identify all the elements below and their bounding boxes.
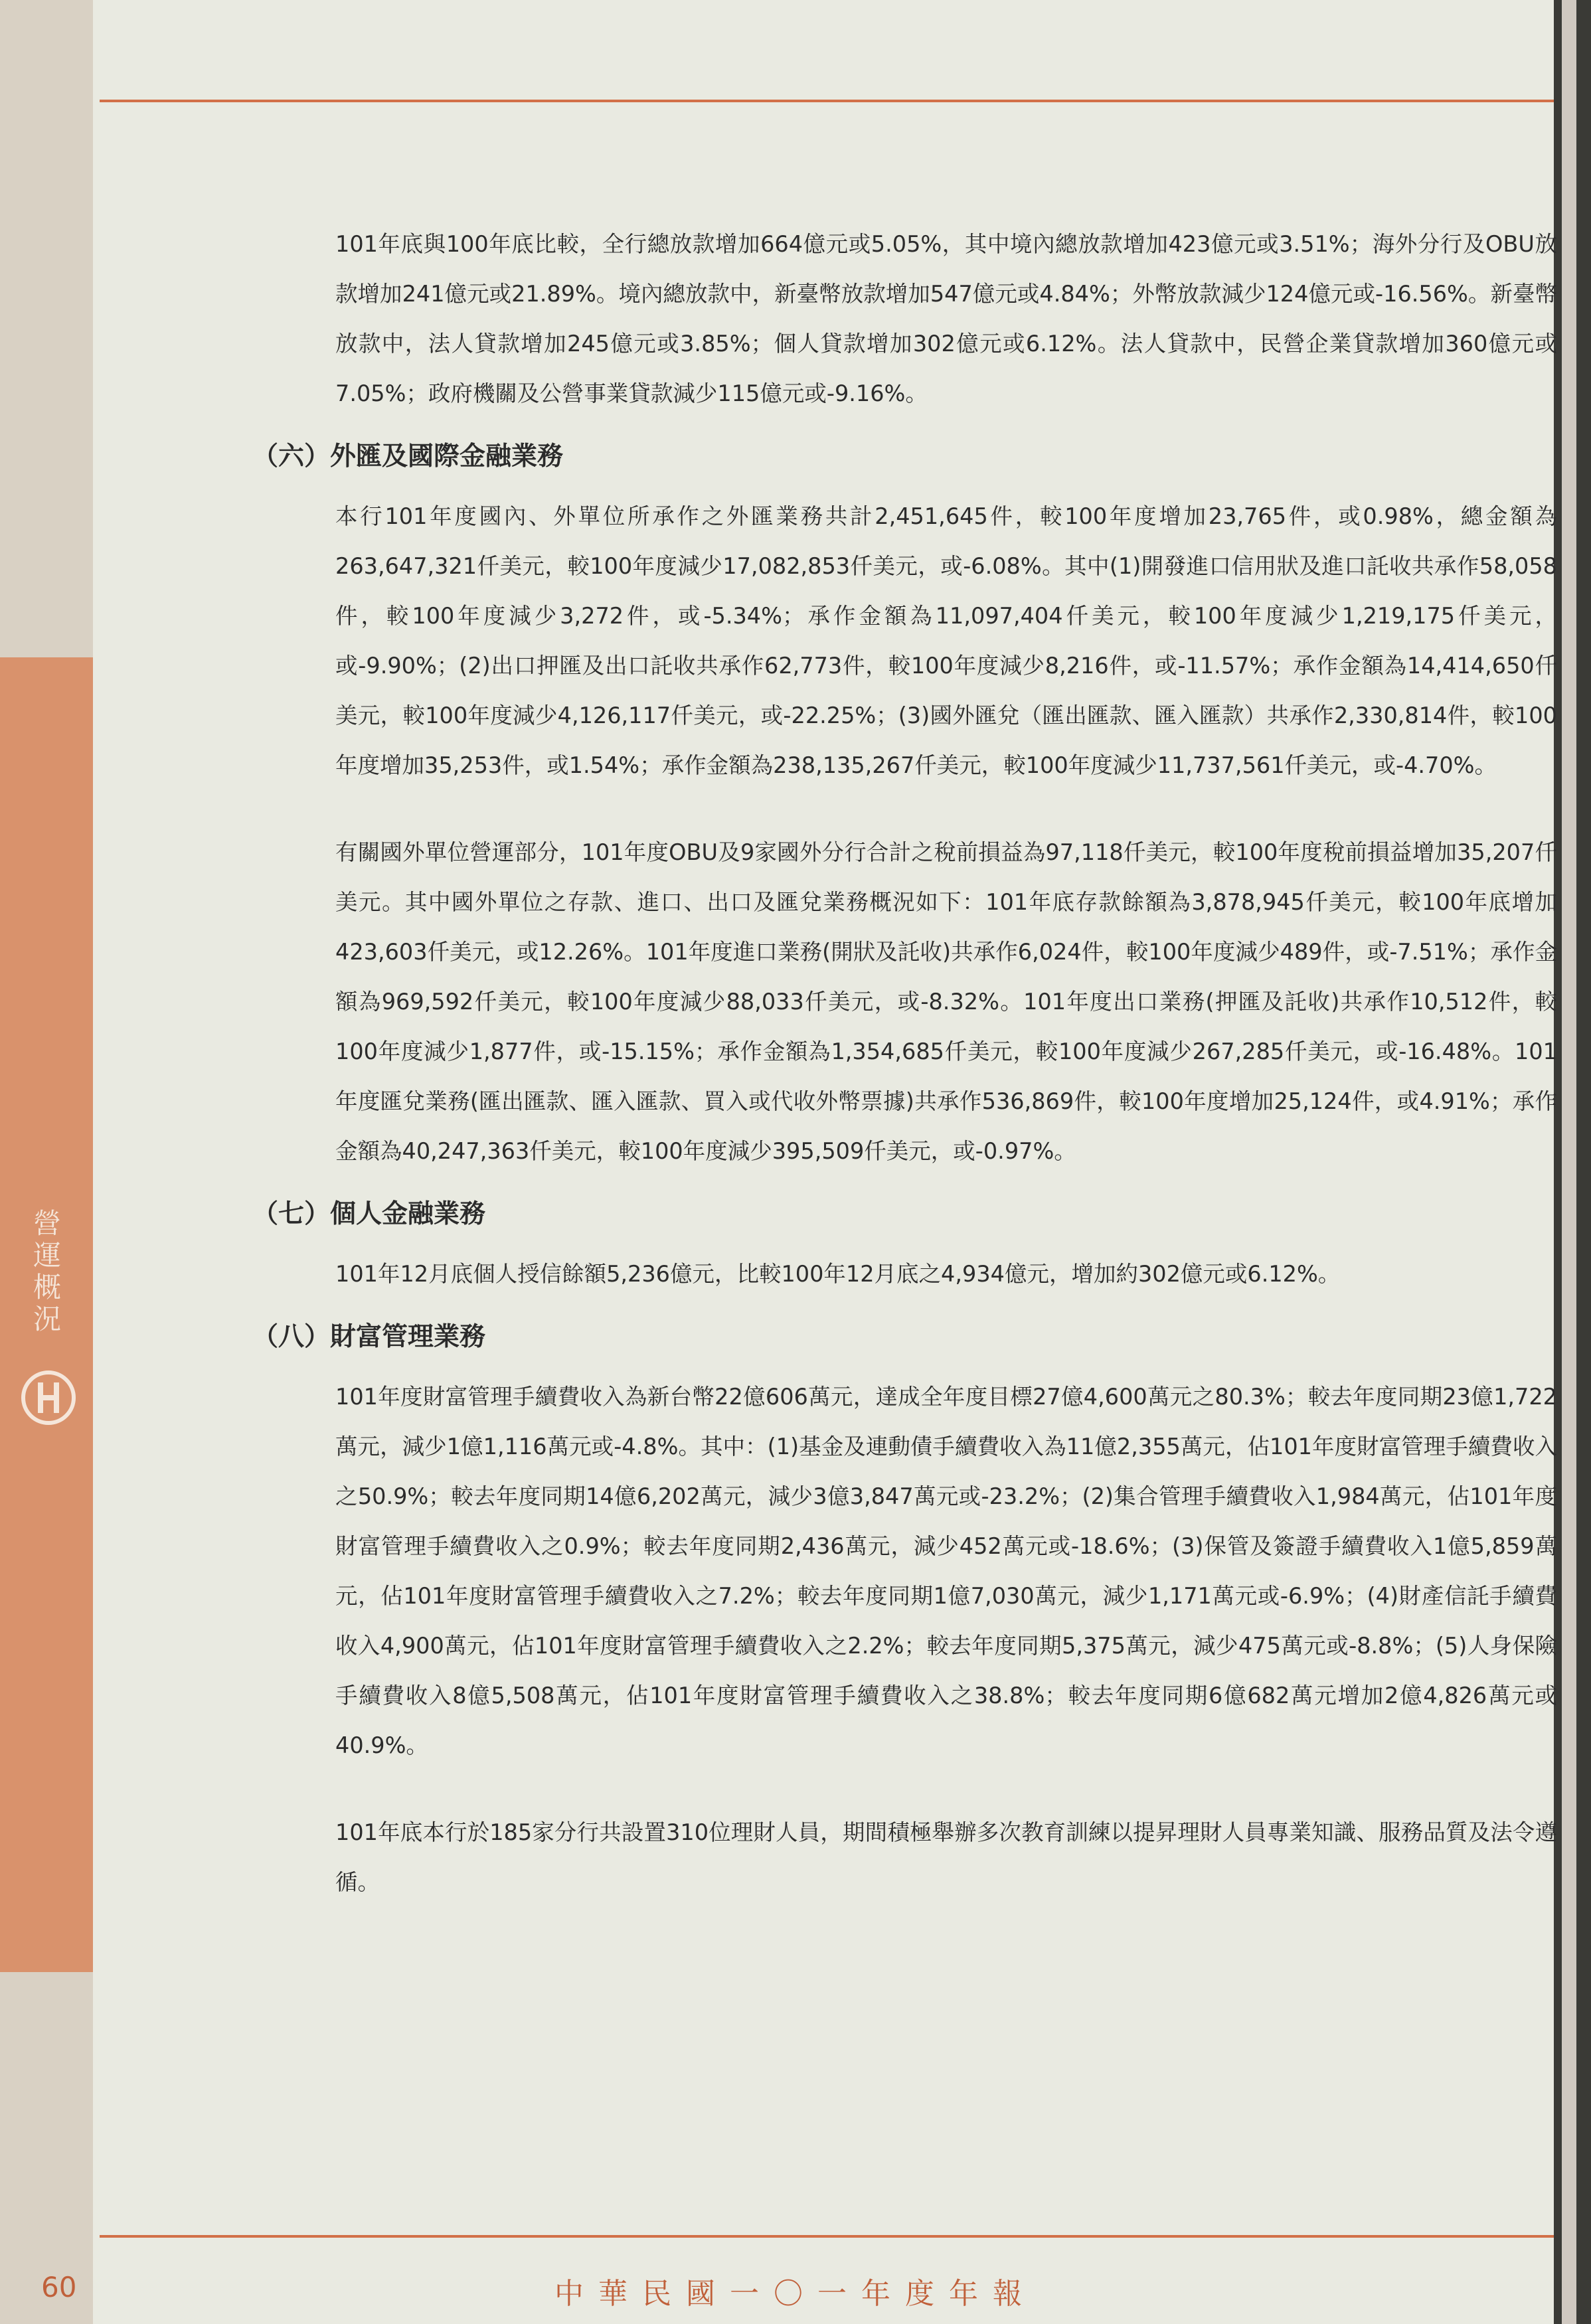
wealth-management-heading: （八）財富管理業務: [252, 1322, 486, 1352]
page-number: 60: [41, 2271, 77, 2303]
personal-finance-paragraph: 101年12月底個人授信餘額5,236億元，比較100年12月底之4,934億元，增加約302億元或6.12%。: [335, 1261, 1341, 1287]
fx-paragraph-2: 有關國外單位營運部分，101年度OBU及9家國外分行合計之稅前損益為97,118仟美元，較100年度稅前損益增加35,207仟美元。其中國外單位之存款、進口、出口及匯兌業務概況如下：101年底存款餘額為3,878,945仟美元，較100年底增加423,603仟美元，或12.26%。101年度進口業務(開狀及託收)共承作6,024件，較100年度減少489件，或-7.51%；承作金額為969,592仟美元，較100年度減少88,033仟美元，或-8.32%。101年度出口業務(押匯及託收)共承作10,512件，較100年度減少1,877件，或-15.15%；承作金額為1,354,685仟美元，較100年度減少267,285仟美元，或-16.48%。101年度匯兌業務(匯出匯款、匯入匯款、買入或代收外幣票據)共承作536,869件，較100年度增加25,124件，或4.91%；承作金額為40,247,363仟美元，較100年度減少395,509仟美元，或-0.97%。: [335, 839, 1557, 1164]
binding-edge-inner: [1562, 0, 1576, 2324]
sidebar-section-label: 營運概況: [29, 1208, 62, 1336]
main-content: [252, 219, 1557, 1907]
report-title: 中華民國一〇一年度年報: [554, 2277, 1037, 2311]
top-divider: [100, 100, 1554, 102]
bank-logo-icon: [19, 1368, 78, 1428]
bottom-divider: [100, 2235, 1554, 2238]
loans-paragraph: 101年底與100年底比較，全行總放款增加664億元或5.05%，其中境內總放款增加423億元或3.51%；海外分行及OBU放款增加241億元或21.89%。境內總放款中，新臺幣放款增加547億元或4.84%；外幣放款減少124億元或-16.56%。新臺幣放款中，法人貸款增加245億元或3.85%；個人貸款增加302億元或6.12%。法人貸款中，民營企業貸款增加360億元或7.05%；政府機關及公營事業貸款減少115億元或-9.16%。: [335, 231, 1557, 406]
personal-finance-heading: （七）個人金融業務: [252, 1199, 486, 1229]
wealth-paragraph-2: 101年底本行於185家分行共設置310位理財人員，期間積極舉辦多次教育訓練以提昇理財人員專業知識、服務品質及法令遵循。: [335, 1819, 1557, 1895]
wealth-paragraph-1: 101年度財富管理手續費收入為新台幣22億606萬元，達成全年度目標27億4,600萬元之80.3%；較去年度同期23億1,722萬元，減少1億1,116萬元或-4.8%。其中：(1)基金及連動債手續費收入為11億2,355萬元，佔101年度財富管理手續費收入之50.9%；較去年度同期14億6,202萬元，減少3億3,847萬元或-23.2%；(2)集合管理手續費收入1,984萬元，佔101年度財富管理手續費收入之0.9%；較去年度同期2,436萬元，減少452萬元或-18.6%；(3)保管及簽證手續費收入1億5,859萬元，佔101年度財富管理手續費收入之7.2%；較去年度同期1億7,030萬元，減少1,171萬元或-6.9%；(4)財產信託手續費收入4,900萬元，佔101年度財富管理手續費收入之2.2%；較去年度同期5,375萬元，減少475萬元或-8.8%；(5)人身保險手續費收入8億5,508萬元，佔101年度財富管理手續費收入之38.8%；較去年度同期6億682萬元增加2億4,826萬元或40.9%。: [335, 1384, 1557, 1758]
fx-paragraph-1: 本行101年度國內、外單位所承作之外匯業務共計2,451,645件，較100年度增加23,765件，或0.98%，總金額為263,647,321仟美元，較100年度減少17,082,853仟美元，或-6.08%。其中(1)開發進口信用狀及進口託收共承作58,058件，較100年度減少3,272件，或-5.34%；承作金額為11,097,404仟美元，較100年度減少1,219,175仟美元，或-9.90%；(2)出口押匯及出口託收共承作62,773件，較100年度減少8,216件，或-11.57%；承作金額為14,414,650仟美元，較100年度減少4,126,117仟美元，或-22.25%；(3)國外匯兌（匯出匯款、匯入匯款）共承作2,330,814件，較100年度增加35,253件，或1.54%；承作金額為238,135,267仟美元，較100年度減少11,737,561仟美元，或-4.70%。: [335, 503, 1557, 778]
fx-heading: （六）外匯及國際金融業務: [252, 442, 564, 471]
